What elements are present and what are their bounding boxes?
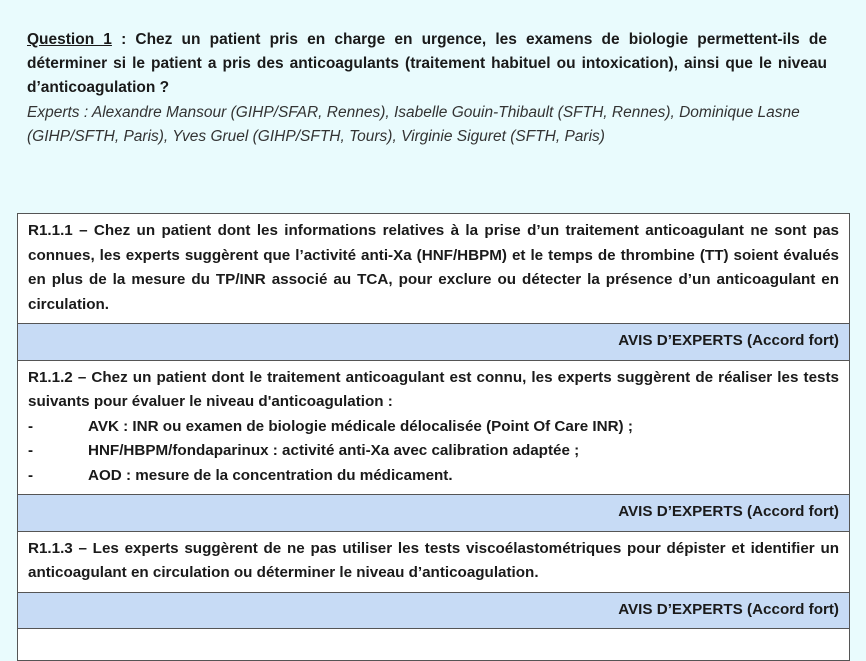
- bullet-dash: -: [28, 417, 34, 435]
- question-label: Question 1: [27, 31, 112, 48]
- recommendation-text: R1.1.2 – Chez un patient dont le traitement anticoagulant est connu, les experts suggèrent de réaliser les tests suivants pour évaluer le niveau d'anticoagulation :: [28, 368, 839, 410]
- expert-opinion-r113: AVIS D’EXPERTS (Accord fort): [18, 592, 850, 629]
- recommendation-r111: [18, 214, 850, 324]
- list-item: [28, 439, 839, 464]
- recommendation-r112: [18, 360, 850, 495]
- list-item-text: AOD : mesure de la concentration du médicament.: [88, 466, 453, 484]
- bullet-dash: -: [28, 442, 34, 459]
- expert-opinion-r112: AVIS D’EXPERTS (Accord fort): [18, 495, 850, 532]
- recommendations-table: [17, 213, 850, 661]
- recommendation-text: R1.1.1 – Chez un patient dont les informations relatives à la prise d’un traitement anticoagulant ne sont pas connues, les experts suggèrent que l’activité anti-Xa (HNF/HBPM) et le temps de thrombine (TT) soient évalués en plus de la mesure du TP/INR associé au TCA, pour exclure ou détecter la présence d’un anticoagulant en circulation.: [28, 222, 839, 313]
- expert-opinion-r111: AVIS D’EXPERTS (Accord fort): [18, 324, 850, 361]
- next-recommendation-partial: [18, 629, 850, 661]
- list-item-text: AVK : INR ou examen de biologie médicale délocalisée (Point Of Care INR) ;: [88, 417, 633, 435]
- question-block: [27, 28, 827, 100]
- list-item-text: HNF/HBPM/fondaparinux : activité anti-Xa avec calibration adaptée ;: [88, 442, 580, 459]
- list-item: [28, 464, 839, 489]
- question-text: : Chez un patient pris en charge en urgence, les examens de biologie permettent-ils de déterminer si le patient a pris des anticoagulants (traitement habituel ou intoxication), ainsi que le niveau d’anticoagulation ?: [27, 31, 827, 96]
- bullet-dash: -: [28, 466, 34, 484]
- recommendation-r113: [18, 531, 850, 592]
- experts-list: Experts : Alexandre Mansour (GIHP/SFAR, Rennes), Isabelle Gouin-Thibault (SFTH, Rennes), Dominique Lasne (GIHP/SFTH, Paris), Yves Gruel (GIHP/SFTH, Tours), Virginie Siguret (SFTH, Paris): [27, 104, 800, 145]
- recommendation-text: R1.1.3 – Les experts suggèrent de ne pas utiliser les tests viscoélastométriques pour dépister et identifier un anticoagulant en circulation ou déterminer le niveau d’anticoagulation.: [28, 539, 839, 581]
- list-item: [28, 415, 839, 440]
